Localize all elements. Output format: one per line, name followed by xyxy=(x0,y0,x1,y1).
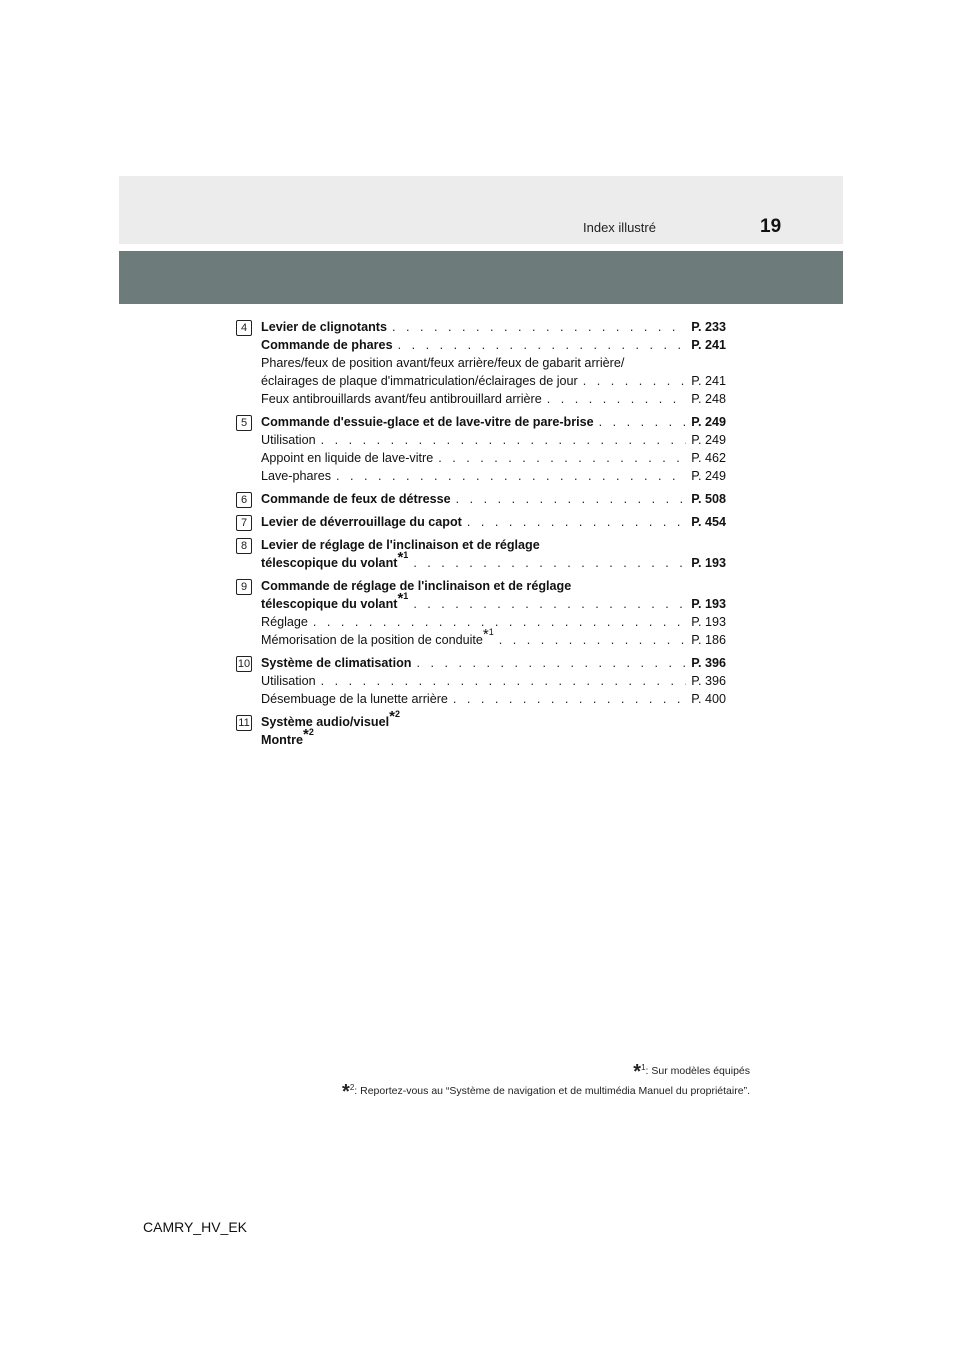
dot-leader xyxy=(499,631,686,649)
entry-label xyxy=(261,726,314,749)
entry-line xyxy=(261,354,726,372)
entry-number-marker: 10 xyxy=(237,658,251,670)
dot-leader xyxy=(417,654,687,672)
entry-line xyxy=(261,449,726,467)
page-reference: P. 241 xyxy=(691,374,726,388)
entry-label-text: Levier de réglage de l'inclinaison et de réglage xyxy=(261,538,540,552)
entry-label-text: Système de climatisation xyxy=(261,656,412,670)
page-number: 19 xyxy=(760,216,782,237)
dot-leader xyxy=(453,690,686,708)
footnote-text: : Reportez-vous au “Système de navigation et de multimédia Manuel du propriétaire”. xyxy=(354,1085,750,1097)
dot-leader xyxy=(398,336,687,354)
entry-label xyxy=(261,431,316,449)
section-band xyxy=(119,251,843,304)
entry-number-marker: 4 xyxy=(236,320,252,336)
footnote-reference-number: 1 xyxy=(403,591,409,601)
entry-line xyxy=(261,490,726,508)
index-entry xyxy=(236,413,726,485)
page-reference: P. 400 xyxy=(691,692,726,706)
dot-leader xyxy=(583,372,686,390)
page-reference: P. 193 xyxy=(691,556,726,570)
entry-line xyxy=(261,672,726,690)
entry-label-text: Réglage xyxy=(261,615,308,629)
entry-line xyxy=(261,513,726,531)
index-entry xyxy=(236,654,726,708)
entry-label xyxy=(261,690,448,708)
footnote-reference-number: 2 xyxy=(394,709,400,719)
entry-label-text: Levier de clignotants xyxy=(261,320,387,334)
entry-line xyxy=(261,318,726,336)
header-title: Index illustré xyxy=(583,220,656,235)
entry-label-text: télescopique du volant xyxy=(261,597,398,611)
footnote-number: 2 xyxy=(349,1083,355,1092)
footnote-reference-number: 1 xyxy=(488,627,494,637)
entry-label xyxy=(261,626,494,649)
entry-line xyxy=(261,390,726,408)
entry-number-marker: 7 xyxy=(236,515,252,531)
dot-leader xyxy=(456,490,687,508)
entry-line xyxy=(261,549,726,572)
page-reference: P. 249 xyxy=(691,469,726,483)
entry-label-text: Système audio/visuel xyxy=(261,715,390,729)
page-reference: P. 193 xyxy=(691,615,726,629)
footnotes xyxy=(342,1060,750,1103)
entry-label-text: Utilisation xyxy=(261,433,316,447)
entry-label-text: Commande d'essuie-glace et de lave-vitre de pare-brise xyxy=(261,415,594,429)
entry-label-text: Commande de phares xyxy=(261,338,393,352)
entry-label-text: Commande de feux de détresse xyxy=(261,492,451,506)
index-entry xyxy=(236,536,726,572)
dot-leader xyxy=(599,413,687,431)
entry-label-text: Lave-phares xyxy=(261,469,332,483)
entry-line xyxy=(261,726,726,749)
document-code: CAMRY_HV_EK xyxy=(143,1219,248,1235)
entry-line xyxy=(261,654,726,672)
entry-line xyxy=(261,577,726,595)
entry-number-marker: 8 xyxy=(236,538,252,554)
dot-leader xyxy=(313,613,686,631)
footnote-reference: *1 xyxy=(482,626,494,643)
dot-leader xyxy=(413,554,686,572)
entry-line xyxy=(261,690,726,708)
index-entry xyxy=(236,490,726,508)
entry-label-text: Levier de déverrouillage du capot xyxy=(261,515,462,529)
footnote-reference: *1 xyxy=(397,549,409,566)
footnote-text: : Sur modèles équipés xyxy=(645,1065,750,1077)
entry-label-text: Désembuage de la lunette arrière xyxy=(261,692,448,706)
dot-leader xyxy=(392,318,686,336)
dot-leader xyxy=(467,513,686,531)
index-entries xyxy=(236,318,726,754)
page-reference: P. 248 xyxy=(691,392,726,406)
page-reference: P. 454 xyxy=(691,515,726,529)
entry-label xyxy=(261,336,393,354)
dot-leader xyxy=(438,449,686,467)
page-reference: P. 508 xyxy=(691,492,726,506)
entry-label xyxy=(261,490,451,508)
entry-label xyxy=(261,467,331,485)
page-reference: P. 462 xyxy=(691,451,726,465)
index-entry xyxy=(236,513,726,531)
entry-label-text: Commande de réglage de l'inclinaison et de réglage xyxy=(261,579,572,593)
entry-number-marker: 5 xyxy=(236,415,252,431)
entry-line xyxy=(261,536,726,554)
entry-label xyxy=(261,672,316,690)
page-reference: P. 233 xyxy=(691,320,726,334)
entry-label xyxy=(261,708,400,731)
entry-label xyxy=(261,318,387,336)
entry-label xyxy=(261,590,409,613)
entry-label xyxy=(261,513,462,531)
entry-label-text: Feux antibrouillards avant/feu antibrouillard arrière xyxy=(261,392,542,406)
footnote-reference: *2 xyxy=(389,708,400,725)
entry-number-marker: 6 xyxy=(236,492,252,508)
dot-leader xyxy=(321,672,687,690)
entry-line xyxy=(261,413,726,431)
footnote-reference-number: 2 xyxy=(308,727,314,737)
entry-label xyxy=(261,354,624,372)
entry-label xyxy=(261,613,308,631)
entry-line xyxy=(261,431,726,449)
page-reference: P. 396 xyxy=(691,656,726,670)
header-band xyxy=(119,176,843,244)
dot-leader xyxy=(547,390,686,408)
entry-line xyxy=(261,626,726,649)
footnote-reference: *2 xyxy=(302,726,314,743)
dot-leader xyxy=(336,467,686,485)
entry-label xyxy=(261,654,412,672)
footnote xyxy=(342,1080,750,1103)
entry-number-marker: 9 xyxy=(236,579,252,595)
entry-label-text: Appoint en liquide de lave-vitre xyxy=(261,451,434,465)
entry-label-text: Utilisation xyxy=(261,674,316,688)
entry-number-marker: 11 xyxy=(236,715,252,731)
page-reference: P. 249 xyxy=(691,415,726,429)
index-entry xyxy=(236,708,726,749)
page-reference: P. 249 xyxy=(691,433,726,447)
footnote-reference-number: 1 xyxy=(403,550,409,560)
entry-label xyxy=(261,549,409,572)
footnote-number: 1 xyxy=(641,1063,646,1072)
page-reference: P. 193 xyxy=(691,597,726,611)
entry-label-text: Phares/feux de position avant/feux arrière/feux de gabarit arrière/ xyxy=(261,356,625,370)
footnote-asterisk: * xyxy=(633,1061,642,1083)
entry-label xyxy=(261,372,578,390)
entry-line xyxy=(261,336,726,354)
footnote-asterisk: * xyxy=(342,1081,350,1103)
entry-label-text: Montre xyxy=(261,733,303,747)
entry-label xyxy=(261,413,594,431)
entry-line xyxy=(261,590,726,613)
entry-line xyxy=(261,467,726,485)
page-reference: P. 396 xyxy=(691,674,726,688)
entry-label-text: télescopique du volant xyxy=(261,556,398,570)
footnote-reference: *1 xyxy=(397,590,409,607)
dot-leader xyxy=(321,431,687,449)
footnote xyxy=(342,1060,750,1083)
index-entry xyxy=(236,577,726,649)
entry-line xyxy=(261,372,726,390)
entry-label xyxy=(261,577,571,595)
entry-label xyxy=(261,390,542,408)
page-reference: P. 241 xyxy=(691,338,726,352)
entry-label-text: Mémorisation de la position de conduite xyxy=(261,633,483,647)
entry-label xyxy=(261,449,433,467)
entry-label-text: éclairages de plaque d'immatriculation/éclairages de jour xyxy=(261,374,578,388)
page-reference: P. 186 xyxy=(691,633,726,647)
index-entry xyxy=(236,318,726,408)
dot-leader xyxy=(413,595,686,613)
entry-line xyxy=(261,708,726,731)
